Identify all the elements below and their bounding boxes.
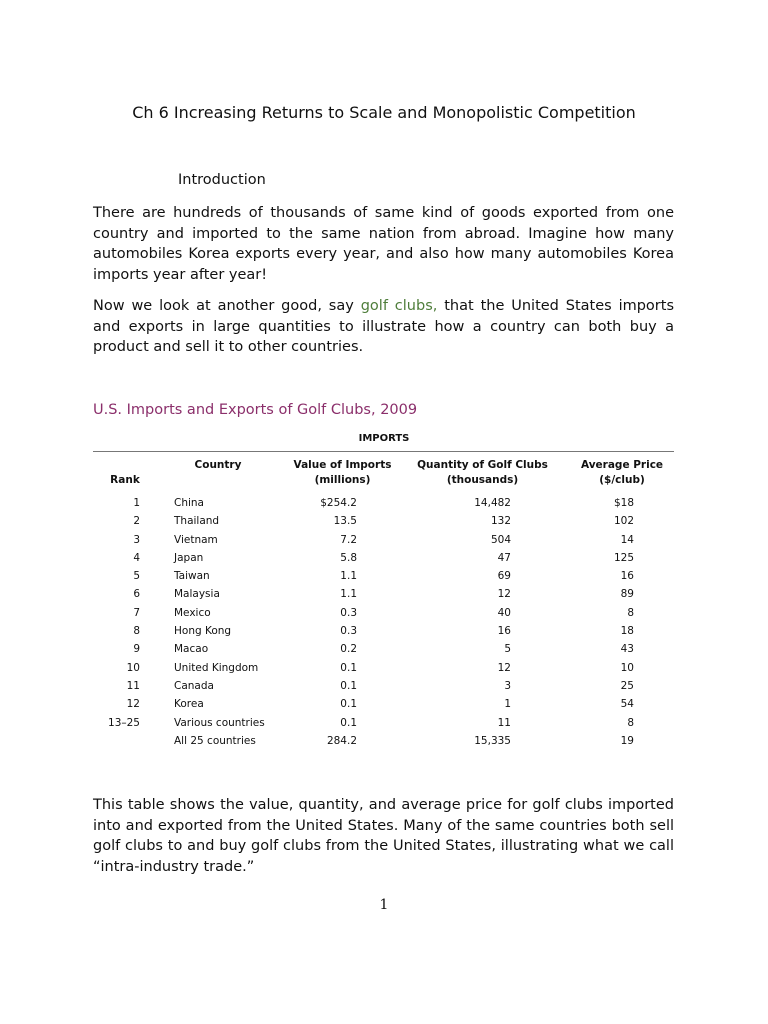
table-row: [0, 531, 768, 549]
table-row: [0, 640, 768, 658]
table-row: [0, 714, 768, 732]
cell-quantity: 12: [497, 661, 511, 674]
highlight-golf-clubs: golf clubs,: [360, 298, 438, 314]
column-header-quantity-line2: (thousands): [446, 474, 519, 486]
cell-quantity: 11: [497, 716, 511, 729]
cell-quantity: 504: [490, 533, 511, 546]
table-row-total: [0, 732, 768, 750]
cell-quantity: 5: [504, 643, 511, 656]
cell-value: 0.2: [340, 643, 357, 656]
paragraph-intro: There are hundreds of thousands of same kind of goods exported from one country and imported to the same nation from abroad. Imagine how many automobiles Korea exports every year, and also how many automobiles Korea imports year after year!: [93, 205, 674, 283]
table-title: U.S. Imports and Exports of Golf Clubs, 2009: [93, 402, 418, 418]
cell-value: 5.8: [340, 551, 357, 564]
cell-quantity: 40: [497, 606, 511, 619]
section-heading: Introduction: [178, 172, 266, 188]
cell-quantity: 69: [497, 570, 511, 583]
table-row: [0, 549, 768, 567]
table-row: [0, 567, 768, 585]
cell-rank: 3: [133, 533, 140, 546]
page-number: 1: [379, 897, 389, 913]
cell-price: 18: [620, 625, 634, 638]
cell-country: Taiwan: [174, 570, 210, 583]
cell-price: 54: [620, 698, 634, 711]
cell-rank: 4: [133, 551, 140, 564]
paragraph-table-explanation: This table shows the value, quantity, and average price for golf clubs imported into and exported from the United States. Many of the same countries both sell golf clubs to and buy golf clubs from the United States, illustrating what we call “intra-industry trade.”: [93, 797, 674, 875]
cell-price: 102: [613, 515, 634, 528]
cell-rank: 9: [133, 643, 140, 656]
cell-price: 8: [627, 606, 634, 619]
page-title: Ch 6 Increasing Returns to Scale and Monopolistic Competition: [132, 103, 636, 122]
cell-value: 0.3: [340, 606, 357, 619]
column-header-value-line2: (millions): [314, 474, 371, 486]
table-divider: [93, 451, 674, 452]
cell-country: Malaysia: [174, 588, 220, 601]
cell-quantity: 15,335: [474, 734, 511, 747]
cell-rank: 5: [133, 570, 140, 583]
cell-price: 8: [627, 716, 634, 729]
cell-country: Thailand: [174, 515, 220, 528]
cell-rank: 13–25: [108, 716, 140, 729]
cell-rank: 11: [126, 679, 140, 692]
cell-country: United Kingdom: [174, 661, 259, 674]
column-header-quantity-line1: Quantity of Golf Clubs: [417, 459, 548, 471]
cell-country: Various countries: [174, 716, 265, 729]
cell-price: 89: [620, 588, 634, 601]
cell-value: 284.2: [326, 734, 357, 747]
cell-country: China: [174, 497, 204, 509]
cell-value: 0.1: [340, 679, 357, 692]
table-row: [0, 585, 768, 603]
table-section-label: IMPORTS: [358, 433, 410, 444]
cell-country: Japan: [174, 551, 204, 564]
cell-country: Canada: [174, 679, 214, 692]
column-header-quantity: [415, 458, 550, 488]
cell-value: 0.1: [340, 698, 357, 711]
column-header-price-line2: ($/club): [599, 474, 645, 486]
table-row: [0, 659, 768, 677]
cell-value: 0.1: [340, 661, 357, 674]
cell-country: All 25 countries: [174, 734, 256, 747]
cell-country: Vietnam: [174, 533, 218, 546]
cell-value: $254.2: [320, 497, 357, 509]
cell-value: 1.1: [340, 570, 357, 583]
column-header-country: Country: [194, 459, 242, 471]
paragraph-text-before: Now we look at another good, say: [93, 298, 361, 314]
column-header-value: [290, 458, 395, 488]
column-header-price-line1: Average Price: [580, 459, 664, 471]
cell-value: 13.5: [333, 515, 357, 528]
cell-quantity: 12: [497, 588, 511, 601]
column-header-price: [577, 458, 667, 488]
cell-price: 125: [613, 551, 634, 564]
cell-price: 19: [620, 734, 634, 747]
cell-country: Hong Kong: [174, 625, 232, 638]
table-row: [0, 494, 768, 512]
cell-rank: 12: [126, 698, 140, 711]
cell-quantity: 16: [497, 625, 511, 638]
table-row: [0, 677, 768, 695]
table-row: [0, 512, 768, 530]
cell-value: 0.3: [340, 625, 357, 638]
cell-country: Macao: [174, 643, 209, 656]
cell-value: 7.2: [340, 533, 357, 546]
cell-price: $18: [613, 497, 634, 509]
cell-country: Korea: [174, 698, 204, 711]
cell-price: 25: [620, 679, 634, 692]
table-row: [0, 695, 768, 713]
cell-price: 14: [620, 533, 634, 546]
cell-price: 16: [620, 570, 634, 583]
cell-price: 43: [620, 643, 634, 656]
column-header-value-line1: Value of Imports: [293, 459, 392, 471]
table-row: [0, 604, 768, 622]
cell-rank: 7: [133, 606, 140, 619]
table-row: [0, 622, 768, 640]
cell-rank: 6: [133, 588, 140, 601]
cell-quantity: 47: [497, 551, 511, 564]
cell-rank: 10: [126, 661, 140, 674]
cell-value: 0.1: [340, 716, 357, 729]
cell-quantity: 1: [504, 698, 511, 711]
column-header-rank: Rank: [110, 474, 140, 486]
cell-quantity: 132: [490, 515, 511, 528]
cell-country: Mexico: [174, 606, 211, 619]
paragraph-text-after: that the United States imports and exports in large quantities to illustrate how a country can both buy a product and sell it to other countries.: [93, 298, 674, 356]
cell-rank: 1: [133, 497, 140, 509]
cell-quantity: 14,482: [474, 497, 511, 509]
cell-value: 1.1: [340, 588, 357, 601]
cell-rank: 8: [133, 625, 140, 638]
table-body: [0, 494, 768, 750]
paragraph-golf-clubs: [93, 296, 674, 358]
cell-quantity: 3: [504, 679, 511, 692]
cell-rank: 2: [133, 515, 140, 528]
cell-price: 10: [620, 661, 634, 674]
